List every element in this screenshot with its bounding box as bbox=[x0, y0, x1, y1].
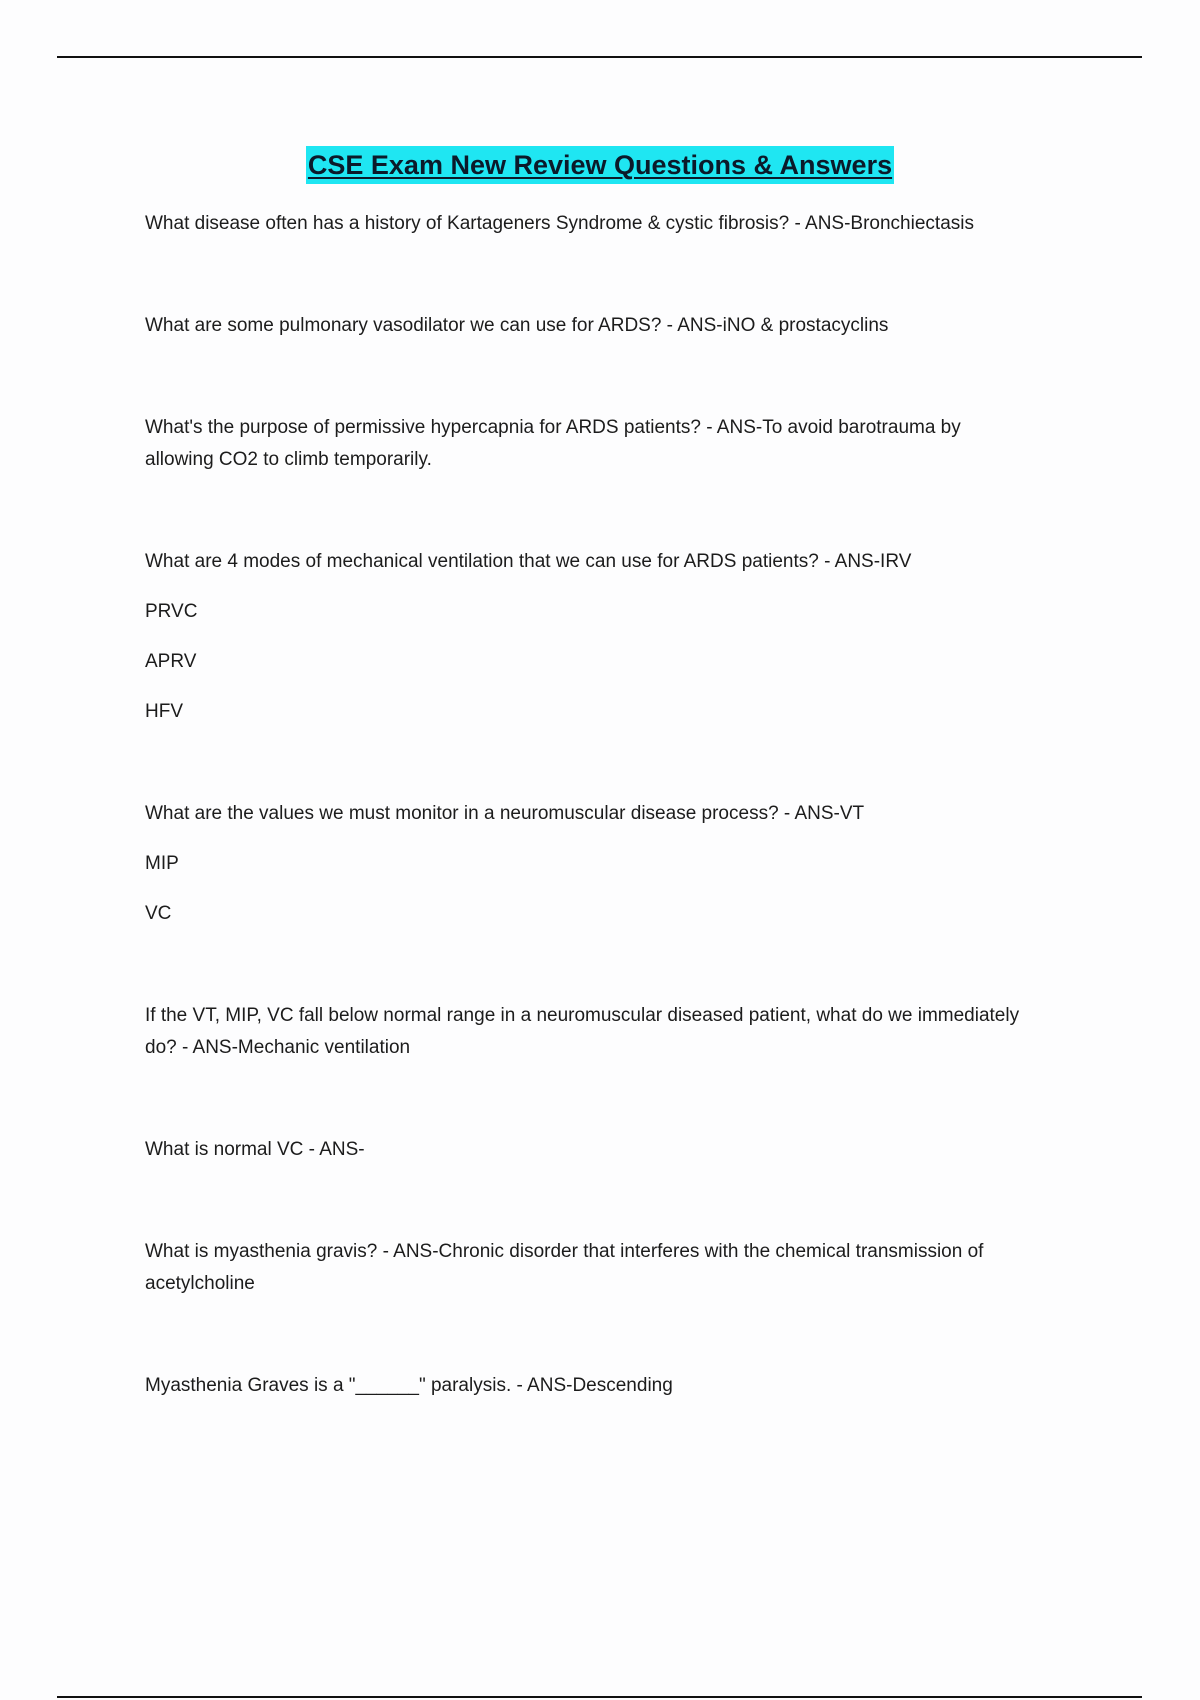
answer-list-item: MIP bbox=[145, 853, 179, 874]
qa-item bbox=[145, 1134, 1105, 1166]
qa-item bbox=[145, 310, 1105, 342]
question-line-continued: acetylcholine bbox=[145, 1273, 255, 1294]
document-title: CSE Exam New Review Questions & Answers bbox=[306, 146, 894, 184]
qa-item bbox=[145, 412, 1105, 476]
question-line: What is normal VC - ANS- bbox=[145, 1139, 365, 1160]
question-line: What disease often has a history of Kartageners Syndrome & cystic fibrosis? - ANS-Bronchiectasis bbox=[145, 213, 974, 234]
question-line: Myasthenia Graves is a "______" paralysis. - ANS-Descending bbox=[145, 1375, 673, 1396]
qa-item bbox=[145, 1370, 1105, 1402]
answer-list-item: HFV bbox=[145, 701, 183, 722]
qa-item bbox=[145, 1236, 1105, 1300]
answer-list-item: PRVC bbox=[145, 601, 198, 622]
answer-list-item: APRV bbox=[145, 651, 197, 672]
answer-list-item: VC bbox=[145, 903, 172, 924]
question-line: What is myasthenia gravis? - ANS-Chronic disorder that interferes with the chemical transmission of bbox=[145, 1241, 984, 1262]
qa-item bbox=[145, 1000, 1105, 1064]
header-rule bbox=[57, 56, 1142, 58]
title-wrap bbox=[0, 146, 1200, 184]
question-line: If the VT, MIP, VC fall below normal range in a neuromuscular diseased patient, what do we immediately bbox=[145, 1005, 1020, 1026]
question-line: What are the values we must monitor in a neuromuscular disease process? - ANS-VT bbox=[145, 803, 865, 824]
qa-item bbox=[145, 798, 1105, 930]
qa-item bbox=[145, 208, 1105, 240]
question-line: What are 4 modes of mechanical ventilation that we can use for ARDS patients? - ANS-IRV bbox=[145, 551, 912, 572]
question-line: What's the purpose of permissive hypercapnia for ARDS patients? - ANS-To avoid barotrauma by bbox=[145, 417, 961, 438]
footer-rule bbox=[57, 1696, 1142, 1698]
question-line: What are some pulmonary vasodilator we can use for ARDS? - ANS-iNO & prostacyclins bbox=[145, 315, 889, 336]
qa-content bbox=[145, 208, 1105, 1402]
qa-item bbox=[145, 546, 1105, 728]
question-line-continued: allowing CO2 to climb temporarily. bbox=[145, 449, 432, 470]
question-line-continued: do? - ANS-Mechanic ventilation bbox=[145, 1037, 411, 1058]
